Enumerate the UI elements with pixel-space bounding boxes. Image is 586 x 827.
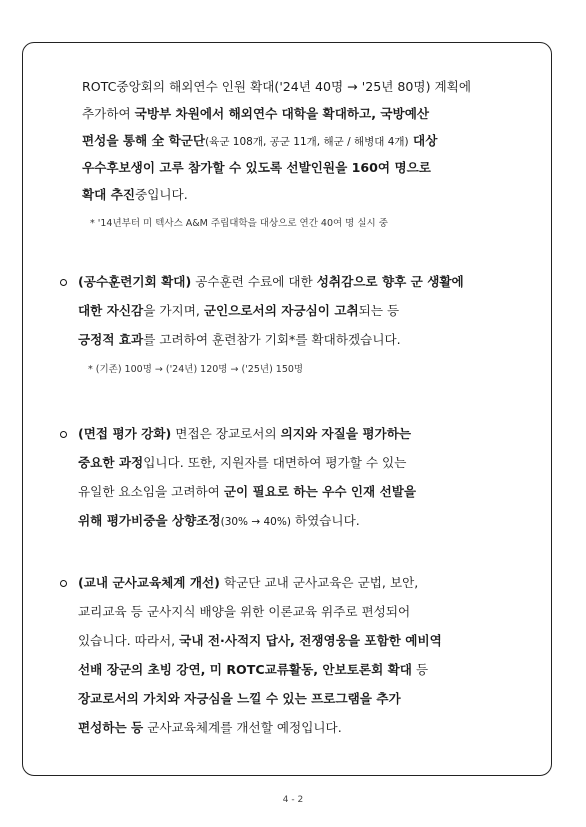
sec1-line-1: (공수훈련기회 확대) 공수훈련 수료에 대한 성취감으로 향후 군 생활에 [78, 274, 464, 289]
sec3-line-3: 있습니다. 따라서, 국내 전·사적지 답사, 전쟁영웅을 포함한 예비역 [78, 633, 442, 648]
sec3-line-6: 편성하는 등 군사교육체계를 개선할 예정입니다. [78, 720, 342, 735]
intro-line-4: 우수후보생이 고루 참가할 수 있도록 선발인원을 160여 명으로 [82, 160, 431, 175]
sec2-line-4: 위해 평가비중을 상향조정(30% → 40%) 하였습니다. [78, 513, 360, 528]
sec3-line-4: 선배 장군의 초빙 강연, 미 ROTC교류활동, 안보토론회 확대 등 [78, 662, 429, 677]
intro-line-3: 편성을 통해 全 학군단(육군 108개, 공군 11개, 해군 / 해병대 4개) 대상 [82, 133, 438, 148]
page-number: 4 - 2 [282, 795, 304, 805]
sec1-line-2: 대한 자신감을 가지며, 군인으로서의 자긍심이 고취되는 등 [78, 303, 400, 318]
sec3-line-1: (교내 군사교육체계 개선) 학군단 교내 군사교육은 군법, 보안, [78, 575, 419, 590]
intro-line-2: 추가하여 국방부 차원에서 해외연수 대학을 확대하고, 국방예산 [82, 106, 430, 121]
sec2-line-1: (면접 평가 강화) 면접은 장교로서의 의지와 자질을 평가하는 [78, 426, 412, 441]
bullet-circle-icon [60, 279, 67, 286]
bullet-circle-icon [60, 431, 67, 438]
intro-footnote: * '14년부터 미 텍사스 A&M 주립대학을 대상으로 연간 40여 명 실시 중 [90, 218, 388, 229]
sec3-line-2: 교리교육 등 군사지식 배양을 위한 이론교육 위주로 편성되어 [78, 604, 411, 619]
bullet-circle-icon [60, 580, 67, 587]
sec2-line-3: 유일한 요소임을 고려하여 군이 필요로 하는 우수 인재 선발을 [78, 484, 417, 499]
intro-line-1: ROTC중앙회의 해외연수 인원 확대('24년 40명 → '25년 80명) 계획에 [82, 79, 471, 94]
sec1-line-3: 긍정적 효과를 고려하여 훈련참가 기회*를 확대하겠습니다. [78, 332, 401, 347]
intro-line-5: 확대 추진중입니다. [82, 187, 188, 202]
sec3-line-5: 장교로서의 가치와 자긍심을 느낄 수 있는 프로그램을 추가 [78, 691, 401, 706]
sec2-line-2: 중요한 과정입니다. 또한, 지원자를 대면하여 평가할 수 있는 [78, 455, 407, 470]
sec1-footnote: * (기존) 100명 → ('24년) 120명 → ('25년) 150명 [88, 364, 304, 375]
